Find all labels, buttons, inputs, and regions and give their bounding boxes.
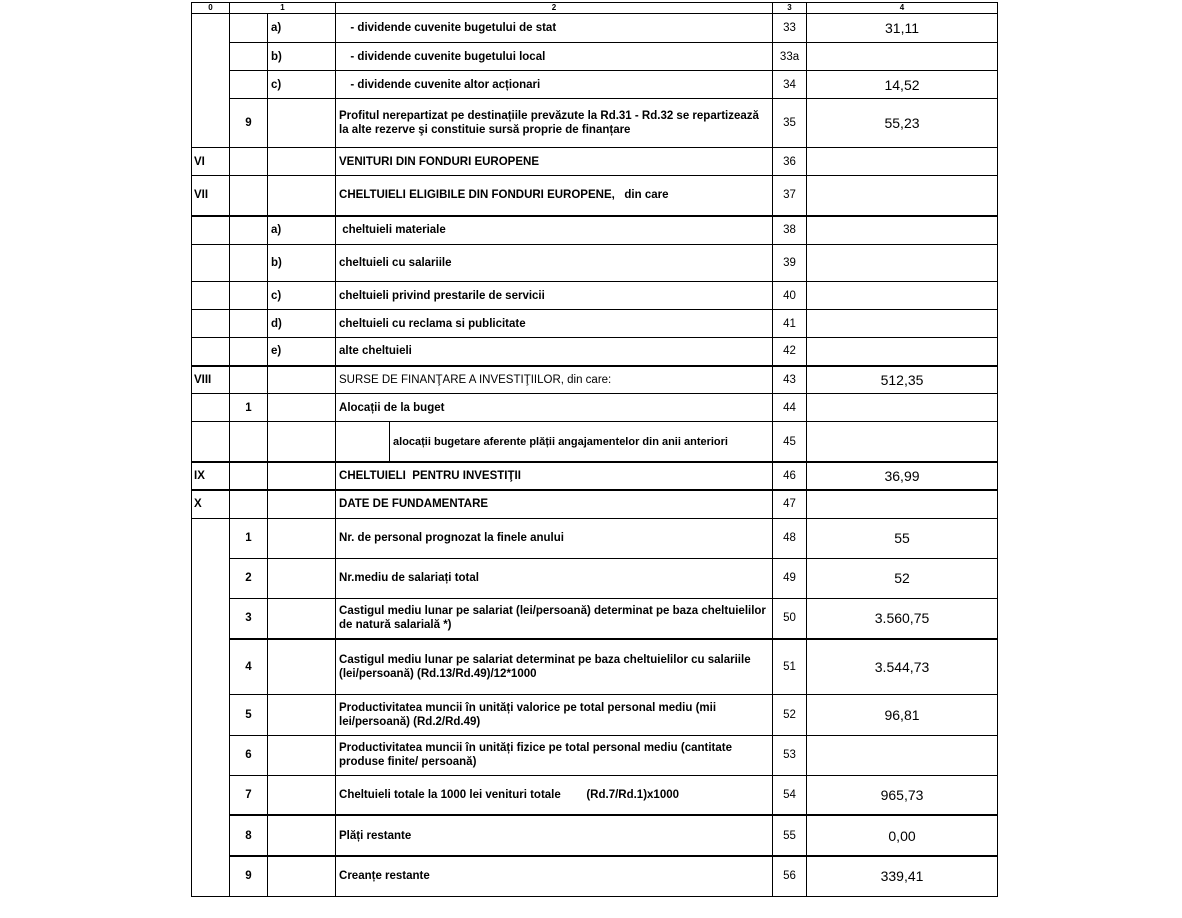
description-cell: Productivitatea muncii în unități fizice pe total personal mediu (cantitate produse finite/ persoană) bbox=[336, 735, 773, 775]
value-cell: 52 bbox=[807, 558, 998, 598]
description-cell: Alocații de la buget bbox=[336, 394, 773, 422]
sub-letter-cell: b) bbox=[268, 245, 336, 282]
table-row bbox=[192, 422, 998, 463]
row-number-cell: 52 bbox=[773, 694, 807, 735]
item-number-cell bbox=[230, 216, 268, 245]
table-row bbox=[192, 176, 998, 216]
row-number-cell: 38 bbox=[773, 216, 807, 245]
sub-letter-cell bbox=[268, 462, 336, 490]
value-cell bbox=[807, 176, 998, 216]
row-number-cell: 55 bbox=[773, 815, 807, 856]
chapter-cell bbox=[192, 735, 230, 775]
chapter-cell bbox=[192, 558, 230, 598]
chapter-cell bbox=[192, 245, 230, 282]
value-cell bbox=[807, 338, 998, 366]
sub-letter-cell bbox=[268, 558, 336, 598]
item-number-cell: 7 bbox=[230, 775, 268, 815]
sub-letter-cell bbox=[268, 422, 336, 463]
row-number-cell: 39 bbox=[773, 245, 807, 282]
description-cell: - dividende cuvenite bugetului de stat bbox=[336, 14, 773, 43]
sub-letter-cell bbox=[268, 176, 336, 216]
sub-letter-cell bbox=[268, 735, 336, 775]
table-row bbox=[192, 338, 998, 366]
chapter-cell bbox=[192, 518, 230, 558]
sub-letter-cell: c) bbox=[268, 282, 336, 310]
description-cell: - dividende cuvenite bugetului local bbox=[336, 43, 773, 71]
sub-letter-cell: a) bbox=[268, 14, 336, 43]
chapter-cell: VI bbox=[192, 148, 230, 176]
row-number-cell: 48 bbox=[773, 518, 807, 558]
table-row bbox=[192, 815, 998, 856]
row-number-cell: 51 bbox=[773, 639, 807, 694]
chapter-cell bbox=[192, 598, 230, 639]
value-cell: 55,23 bbox=[807, 99, 998, 148]
row-number-cell: 40 bbox=[773, 282, 807, 310]
column-header-row bbox=[192, 3, 998, 14]
table-row bbox=[192, 148, 998, 176]
description-cell: VENITURI DIN FONDURI EUROPENE bbox=[336, 148, 773, 176]
description-cell bbox=[336, 422, 773, 463]
sub-description: alocații bugetare aferente plății angajamentelor din anii anteriori bbox=[393, 435, 728, 448]
description-cell: Cheltuieli totale la 1000 lei venituri totale (Rd.7/Rd.1)x1000 bbox=[336, 775, 773, 815]
chapter-cell: VIII bbox=[192, 366, 230, 394]
sub-letter-cell bbox=[268, 394, 336, 422]
description-cell: Creanțe restante bbox=[336, 856, 773, 896]
row-number-cell: 35 bbox=[773, 99, 807, 148]
table-row bbox=[192, 310, 998, 338]
table-row bbox=[192, 558, 998, 598]
description-cell: cheltuieli cu salariile bbox=[336, 245, 773, 282]
item-number-cell: 9 bbox=[230, 856, 268, 896]
sub-letter-cell: e) bbox=[268, 338, 336, 366]
table-row bbox=[192, 43, 998, 71]
row-number-cell: 49 bbox=[773, 558, 807, 598]
value-cell: 965,73 bbox=[807, 775, 998, 815]
value-cell: 14,52 bbox=[807, 71, 998, 99]
column-header: 4 bbox=[807, 3, 998, 14]
description-cell: Castigul mediu lunar pe salariat determinat pe baza cheltuielilor cu salariile (lei/persoană) (Rd.13/Rd.49)/12*1000 bbox=[336, 639, 773, 694]
table-row bbox=[192, 99, 998, 148]
row-number-cell: 44 bbox=[773, 394, 807, 422]
row-number-cell: 36 bbox=[773, 148, 807, 176]
chapter-cell bbox=[192, 639, 230, 694]
item-number-cell bbox=[230, 71, 268, 99]
description-cell: - dividende cuvenite altor acționari bbox=[336, 71, 773, 99]
value-cell bbox=[807, 43, 998, 71]
description-cell: Profitul nerepartizat pe destinațiile prevăzute la Rd.31 - Rd.32 se repartizează la alte rezerve şi constituie sursă proprie de finanțare bbox=[336, 99, 773, 148]
table-row bbox=[192, 14, 998, 43]
row-number-cell: 33 bbox=[773, 14, 807, 43]
chapter-cell bbox=[192, 43, 230, 71]
chapter-cell bbox=[192, 694, 230, 735]
value-cell: 339,41 bbox=[807, 856, 998, 896]
sub-letter-cell: b) bbox=[268, 43, 336, 71]
chapter-cell bbox=[192, 394, 230, 422]
table-row bbox=[192, 735, 998, 775]
value-cell: 512,35 bbox=[807, 366, 998, 394]
row-number-cell: 45 bbox=[773, 422, 807, 463]
value-cell bbox=[807, 394, 998, 422]
item-number-cell bbox=[230, 43, 268, 71]
column-header: 1 bbox=[230, 3, 336, 14]
description-cell: cheltuieli materiale bbox=[336, 216, 773, 245]
value-cell bbox=[807, 310, 998, 338]
budget-table bbox=[191, 2, 998, 897]
table-row bbox=[192, 282, 998, 310]
value-cell bbox=[807, 148, 998, 176]
row-number-cell: 43 bbox=[773, 366, 807, 394]
item-number-cell bbox=[230, 462, 268, 490]
sub-letter-cell bbox=[268, 694, 336, 735]
chapter-cell bbox=[192, 422, 230, 463]
sub-letter-cell bbox=[268, 490, 336, 518]
item-number-cell bbox=[230, 176, 268, 216]
sub-letter-cell: c) bbox=[268, 71, 336, 99]
sub-letter-cell bbox=[268, 598, 336, 639]
item-number-cell: 1 bbox=[230, 394, 268, 422]
item-number-cell bbox=[230, 490, 268, 518]
item-number-cell bbox=[230, 148, 268, 176]
value-cell: 96,81 bbox=[807, 694, 998, 735]
chapter-cell: IX bbox=[192, 462, 230, 490]
table-row bbox=[192, 245, 998, 282]
item-number-cell bbox=[230, 282, 268, 310]
chapter-cell bbox=[192, 310, 230, 338]
description-cell: cheltuieli cu reclama si publicitate bbox=[336, 310, 773, 338]
value-cell bbox=[807, 735, 998, 775]
value-cell: 55 bbox=[807, 518, 998, 558]
item-number-cell bbox=[230, 14, 268, 43]
table-row bbox=[192, 366, 998, 394]
chapter-cell: VII bbox=[192, 176, 230, 216]
description-cell: alte cheltuieli bbox=[336, 338, 773, 366]
sub-letter-cell bbox=[268, 518, 336, 558]
sub-letter-cell bbox=[268, 775, 336, 815]
description-cell: Nr. de personal prognozat la finele anului bbox=[336, 518, 773, 558]
sub-letter-cell bbox=[268, 639, 336, 694]
row-number-cell: 46 bbox=[773, 462, 807, 490]
table-row bbox=[192, 775, 998, 815]
item-number-cell: 1 bbox=[230, 518, 268, 558]
description-cell: CHELTUIELI ELIGIBILE DIN FONDURI EUROPENE, din care bbox=[336, 176, 773, 216]
description-cell: CHELTUIELI PENTRU INVESTIŢII bbox=[336, 462, 773, 490]
value-cell bbox=[807, 282, 998, 310]
value-cell: 3.560,75 bbox=[807, 598, 998, 639]
description-cell: DATE DE FUNDAMENTARE bbox=[336, 490, 773, 518]
table-row bbox=[192, 394, 998, 422]
row-number-cell: 54 bbox=[773, 775, 807, 815]
description-cell: SURSE DE FINANŢARE A INVESTIŢIILOR, din care: bbox=[336, 366, 773, 394]
table-row bbox=[192, 462, 998, 490]
chapter-cell bbox=[192, 856, 230, 896]
value-cell bbox=[807, 422, 998, 463]
description-cell: Castigul mediu lunar pe salariat (lei/persoană) determinat pe baza cheltuielilor de natură salarială *) bbox=[336, 598, 773, 639]
sub-letter-cell bbox=[268, 99, 336, 148]
description-cell: Nr.mediu de salariați total bbox=[336, 558, 773, 598]
row-number-cell: 47 bbox=[773, 490, 807, 518]
item-number-cell bbox=[230, 245, 268, 282]
table-row bbox=[192, 856, 998, 896]
column-header: 3 bbox=[773, 3, 807, 14]
sub-letter-cell: a) bbox=[268, 216, 336, 245]
column-header: 0 bbox=[192, 3, 230, 14]
table-row bbox=[192, 518, 998, 558]
description-cell: Productivitatea muncii în unități valorice pe total personal mediu (mii lei/persoană) (Rd.2/Rd.49) bbox=[336, 694, 773, 735]
value-cell bbox=[807, 245, 998, 282]
item-number-cell: 5 bbox=[230, 694, 268, 735]
value-cell: 3.544,73 bbox=[807, 639, 998, 694]
item-number-cell: 8 bbox=[230, 815, 268, 856]
table-row bbox=[192, 639, 998, 694]
table-row bbox=[192, 490, 998, 518]
chapter-cell bbox=[192, 14, 230, 43]
item-number-cell bbox=[230, 310, 268, 338]
value-cell: 36,99 bbox=[807, 462, 998, 490]
item-number-cell: 3 bbox=[230, 598, 268, 639]
chapter-cell bbox=[192, 282, 230, 310]
item-number-cell: 6 bbox=[230, 735, 268, 775]
description-cell: Plăți restante bbox=[336, 815, 773, 856]
value-cell: 0,00 bbox=[807, 815, 998, 856]
chapter-cell bbox=[192, 216, 230, 245]
chapter-cell bbox=[192, 338, 230, 366]
row-number-cell: 34 bbox=[773, 71, 807, 99]
sub-letter-cell: d) bbox=[268, 310, 336, 338]
table-row bbox=[192, 71, 998, 99]
row-number-cell: 50 bbox=[773, 598, 807, 639]
value-cell bbox=[807, 216, 998, 245]
item-number-cell bbox=[230, 422, 268, 463]
sub-letter-cell bbox=[268, 856, 336, 896]
row-number-cell: 53 bbox=[773, 735, 807, 775]
item-number-cell bbox=[230, 338, 268, 366]
item-number-cell: 9 bbox=[230, 99, 268, 148]
chapter-cell bbox=[192, 99, 230, 148]
item-number-cell bbox=[230, 366, 268, 394]
row-number-cell: 33a bbox=[773, 43, 807, 71]
sub-letter-cell bbox=[268, 815, 336, 856]
sub-letter-cell bbox=[268, 148, 336, 176]
sub-letter-cell bbox=[268, 366, 336, 394]
row-number-cell: 41 bbox=[773, 310, 807, 338]
value-cell bbox=[807, 490, 998, 518]
table-row bbox=[192, 598, 998, 639]
value-cell: 31,11 bbox=[807, 14, 998, 43]
chapter-cell bbox=[192, 775, 230, 815]
row-number-cell: 42 bbox=[773, 338, 807, 366]
chapter-cell: X bbox=[192, 490, 230, 518]
item-number-cell: 4 bbox=[230, 639, 268, 694]
description-cell: cheltuieli privind prestarile de servicii bbox=[336, 282, 773, 310]
indent-spacer bbox=[336, 422, 390, 461]
item-number-cell: 2 bbox=[230, 558, 268, 598]
column-header: 2 bbox=[336, 3, 773, 14]
row-number-cell: 37 bbox=[773, 176, 807, 216]
table-row bbox=[192, 694, 998, 735]
row-number-cell: 56 bbox=[773, 856, 807, 896]
table-row bbox=[192, 216, 998, 245]
chapter-cell bbox=[192, 815, 230, 856]
chapter-cell bbox=[192, 71, 230, 99]
